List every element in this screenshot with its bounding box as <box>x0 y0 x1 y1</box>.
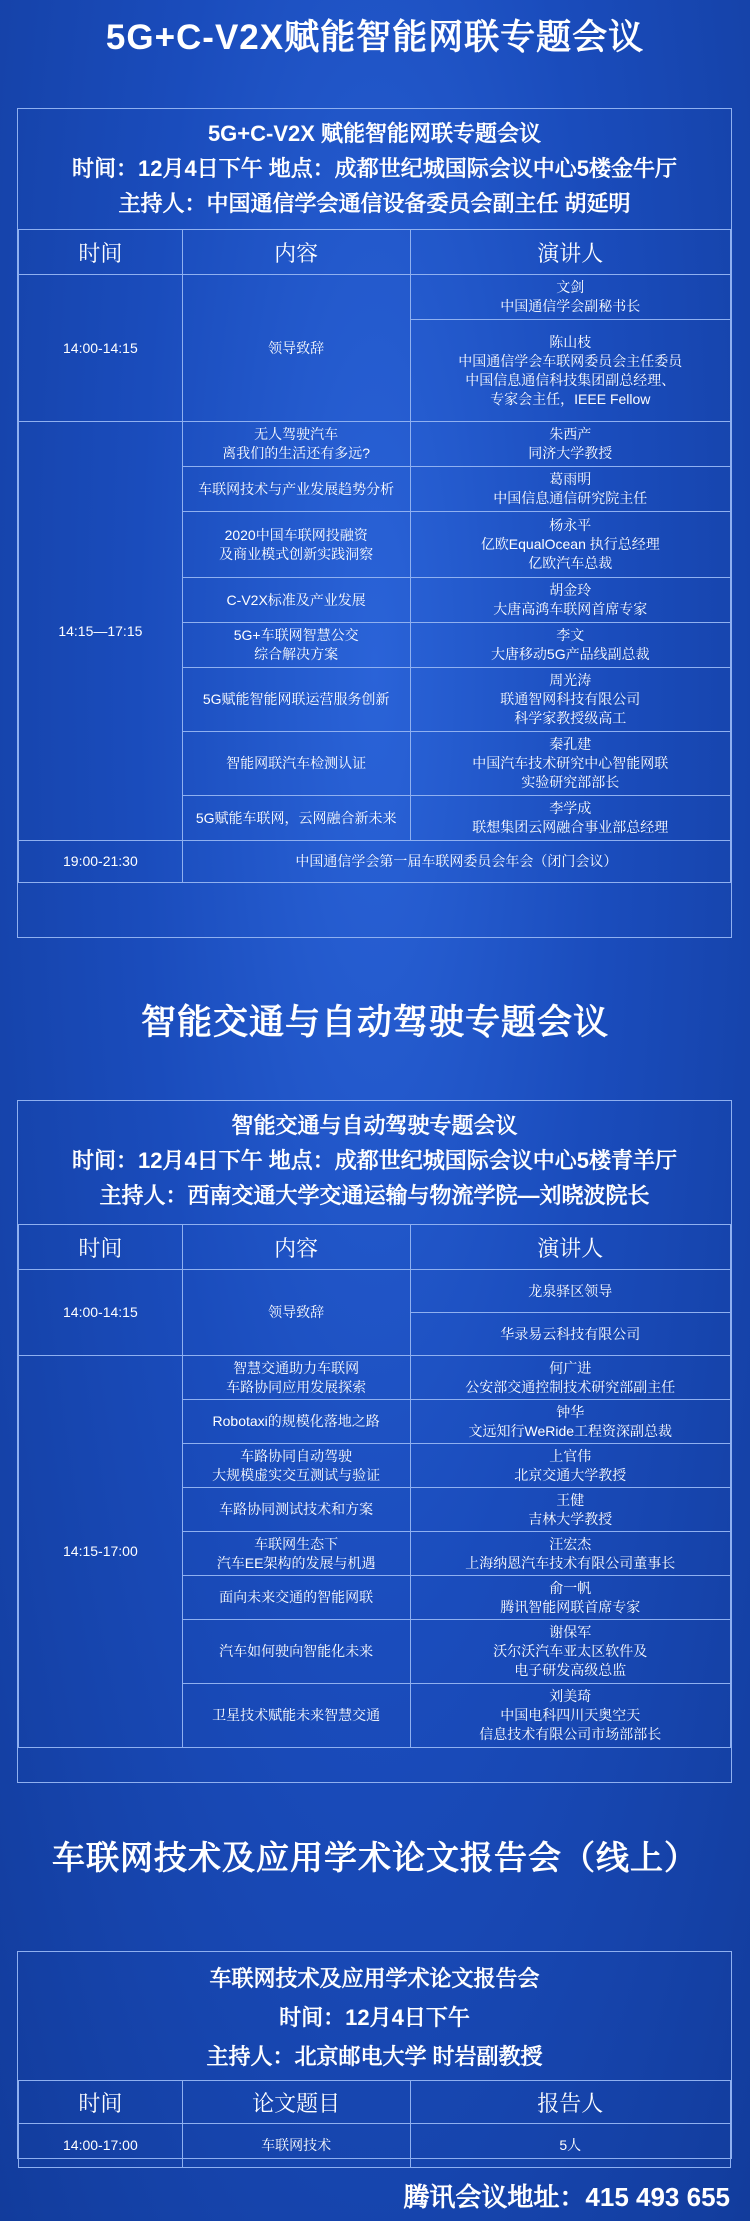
col-header-content: 内容 <box>182 230 410 275</box>
talk-topic: 汽车如何驶向智能化未来 <box>182 1620 410 1684</box>
talk-speaker: 汪宏杰 上海纳恩汽车技术有限公司董事长 <box>410 1532 730 1576</box>
welcome-topic: 领导致辞 <box>182 275 410 422</box>
welcome-time: 14:00-14:15 <box>19 1270 183 1356</box>
section2-header <box>18 1109 731 1224</box>
talk-topic: 车路协同自动驾驶 大规模虚实交互测试与验证 <box>182 1444 410 1488</box>
col-header-speaker: 演讲人 <box>410 1225 730 1270</box>
talk-topic: 5G赋能车联网，云网融合新未来 <box>182 796 410 841</box>
welcome-speaker: 文剑 中国通信学会副秘书长 <box>410 275 730 320</box>
section3-time: 时间：12月4日下午 <box>279 2005 470 2030</box>
welcome-time: 14:00-14:15 <box>19 275 183 422</box>
talk-speaker: 胡金玲 大唐高鸿车联网首席专家 <box>410 578 730 623</box>
talk-topic: 车联网技术与产业发展趋势分析 <box>182 467 410 512</box>
section3-table <box>18 2080 731 2168</box>
section1-box-title: 5G+C-V2X 赋能智能网联专题会议 <box>207 121 542 146</box>
evening-time: 19:00-21:30 <box>19 841 183 883</box>
talk-topic: 智能网联汽车检测认证 <box>182 732 410 796</box>
welcome-speaker: 陈山枝 中国通信学会车联网委员会主任委员 中国信息通信科技集团副总经理、 专家会主任，IEEE Fellow <box>410 320 730 422</box>
talk-speaker: 俞一帆 腾讯智能网联首席专家 <box>410 1576 730 1620</box>
talk-speaker: 钟华 文远知行WeRide工程资深副总裁 <box>410 1400 730 1444</box>
talk-speaker: 刘美琦 中国电科四川天奥空天 信息技术有限公司市场部部长 <box>410 1684 730 1748</box>
talk-topic: 5G+车联网智慧公交 综合解决方案 <box>182 623 410 668</box>
talk-speaker: 秦孔建 中国汽车技术研究中心智能网联 实验研究部部长 <box>410 732 730 796</box>
talk-topic: Robotaxi的规模化落地之路 <box>182 1400 410 1444</box>
paper-reporter: 5人 <box>410 2124 730 2168</box>
talk-speaker: 李学成 联想集团云网融合事业部总经理 <box>410 796 730 841</box>
welcome-topic: 领导致辞 <box>182 1270 410 1356</box>
talk-topic: 无人驾驶汽车 离我们的生活还有多远? <box>182 422 410 467</box>
section1-header <box>18 117 731 229</box>
col-header-time: 时间 <box>19 230 183 275</box>
welcome-speaker: 龙泉驿区领导 <box>410 1270 730 1313</box>
col-header-time: 时间 <box>19 1225 183 1270</box>
session-time: 14:15-17:00 <box>19 1356 183 1748</box>
section2-table <box>18 1224 731 1748</box>
talk-speaker: 谢保军 沃尔沃汽车亚太区软件及 电子研发高级总监 <box>410 1620 730 1684</box>
talk-speaker: 王健 吉林大学教授 <box>410 1488 730 1532</box>
col-header-content: 内容 <box>182 1225 410 1270</box>
col-header-paper: 论文题目 <box>182 2081 410 2124</box>
section1-time-location: 时间：12月4日下午 地点：成都世纪城国际会议中心5楼金牛厅 <box>71 156 678 181</box>
col-header-time: 时间 <box>19 2081 183 2124</box>
talk-topic: 2020中国车联网投融资 及商业模式创新实践洞察 <box>182 512 410 578</box>
meeting-address: 腾讯会议地址：415 493 655 <box>403 2182 730 2212</box>
talk-topic: 面向未来交通的智能网联 <box>182 1576 410 1620</box>
section3-header <box>18 1962 731 2080</box>
evening-topic: 中国通信学会第一届车联网委员会年会（闭门会议） <box>182 841 730 883</box>
section1-schedule <box>17 108 732 938</box>
section3-host: 主持人：北京邮电大学 时岩副教授 <box>206 2044 543 2069</box>
talk-speaker: 上官伟 北京交通大学教授 <box>410 1444 730 1488</box>
col-header-speaker: 演讲人 <box>410 230 730 275</box>
talk-speaker: 李文 大唐移动5G产品线副总裁 <box>410 623 730 668</box>
talk-topic: 卫星技术赋能未来智慧交通 <box>182 1684 410 1748</box>
section3-box-title: 车联网技术及应用学术论文报告会 <box>209 1966 540 1991</box>
talk-topic: 智慧交通助力车联网 车路协同应用发展探索 <box>182 1356 410 1400</box>
talk-topic: 车路协同测试技术和方案 <box>182 1488 410 1532</box>
paper-time: 14:00-17:00 <box>19 2124 183 2168</box>
col-header-reporter: 报告人 <box>410 2081 730 2124</box>
talk-topic: 5G赋能智能网联运营服务创新 <box>182 668 410 732</box>
section1-table <box>18 229 731 883</box>
section3-schedule <box>17 1951 732 2159</box>
session-time: 14:15—17:15 <box>19 422 183 841</box>
talk-speaker: 杨永平 亿欧EqualOcean 执行总经理 亿欧汽车总裁 <box>410 512 730 578</box>
talk-speaker: 何广进 公安部交通控制技术研究部副主任 <box>410 1356 730 1400</box>
talk-speaker: 朱西产 同济大学教授 <box>410 422 730 467</box>
talk-topic: C-V2X标准及产业发展 <box>182 578 410 623</box>
section2-box-title: 智能交通与自动驾驶专题会议 <box>231 1113 518 1138</box>
paper-topic: 车联网技术 <box>182 2124 410 2168</box>
section1-host: 主持人：中国通信学会通信设备委员会副主任 胡延明 <box>118 191 631 216</box>
section2-time-location: 时间：12月4日下午 地点：成都世纪城国际会议中心5楼青羊厅 <box>71 1148 678 1173</box>
section2-schedule <box>17 1100 732 1783</box>
section2-host: 主持人：西南交通大学交通运输与物流学院—刘晓波院长 <box>99 1183 650 1208</box>
section2-title: 智能交通与自动驾驶专题会议 <box>140 1003 609 1042</box>
section1-title: 5G+C-V2X赋能智能网联专题会议 <box>105 18 645 57</box>
talk-speaker: 葛雨明 中国信息通信研究院主任 <box>410 467 730 512</box>
section3-title: 车联网技术及应用学术论文报告会（线上） <box>52 1839 698 1876</box>
welcome-speaker: 华录易云科技有限公司 <box>410 1313 730 1356</box>
talk-speaker: 周光涛 联通智网科技有限公司 科学家教授级高工 <box>410 668 730 732</box>
talk-topic: 车联网生态下 汽车EE架构的发展与机遇 <box>182 1532 410 1576</box>
